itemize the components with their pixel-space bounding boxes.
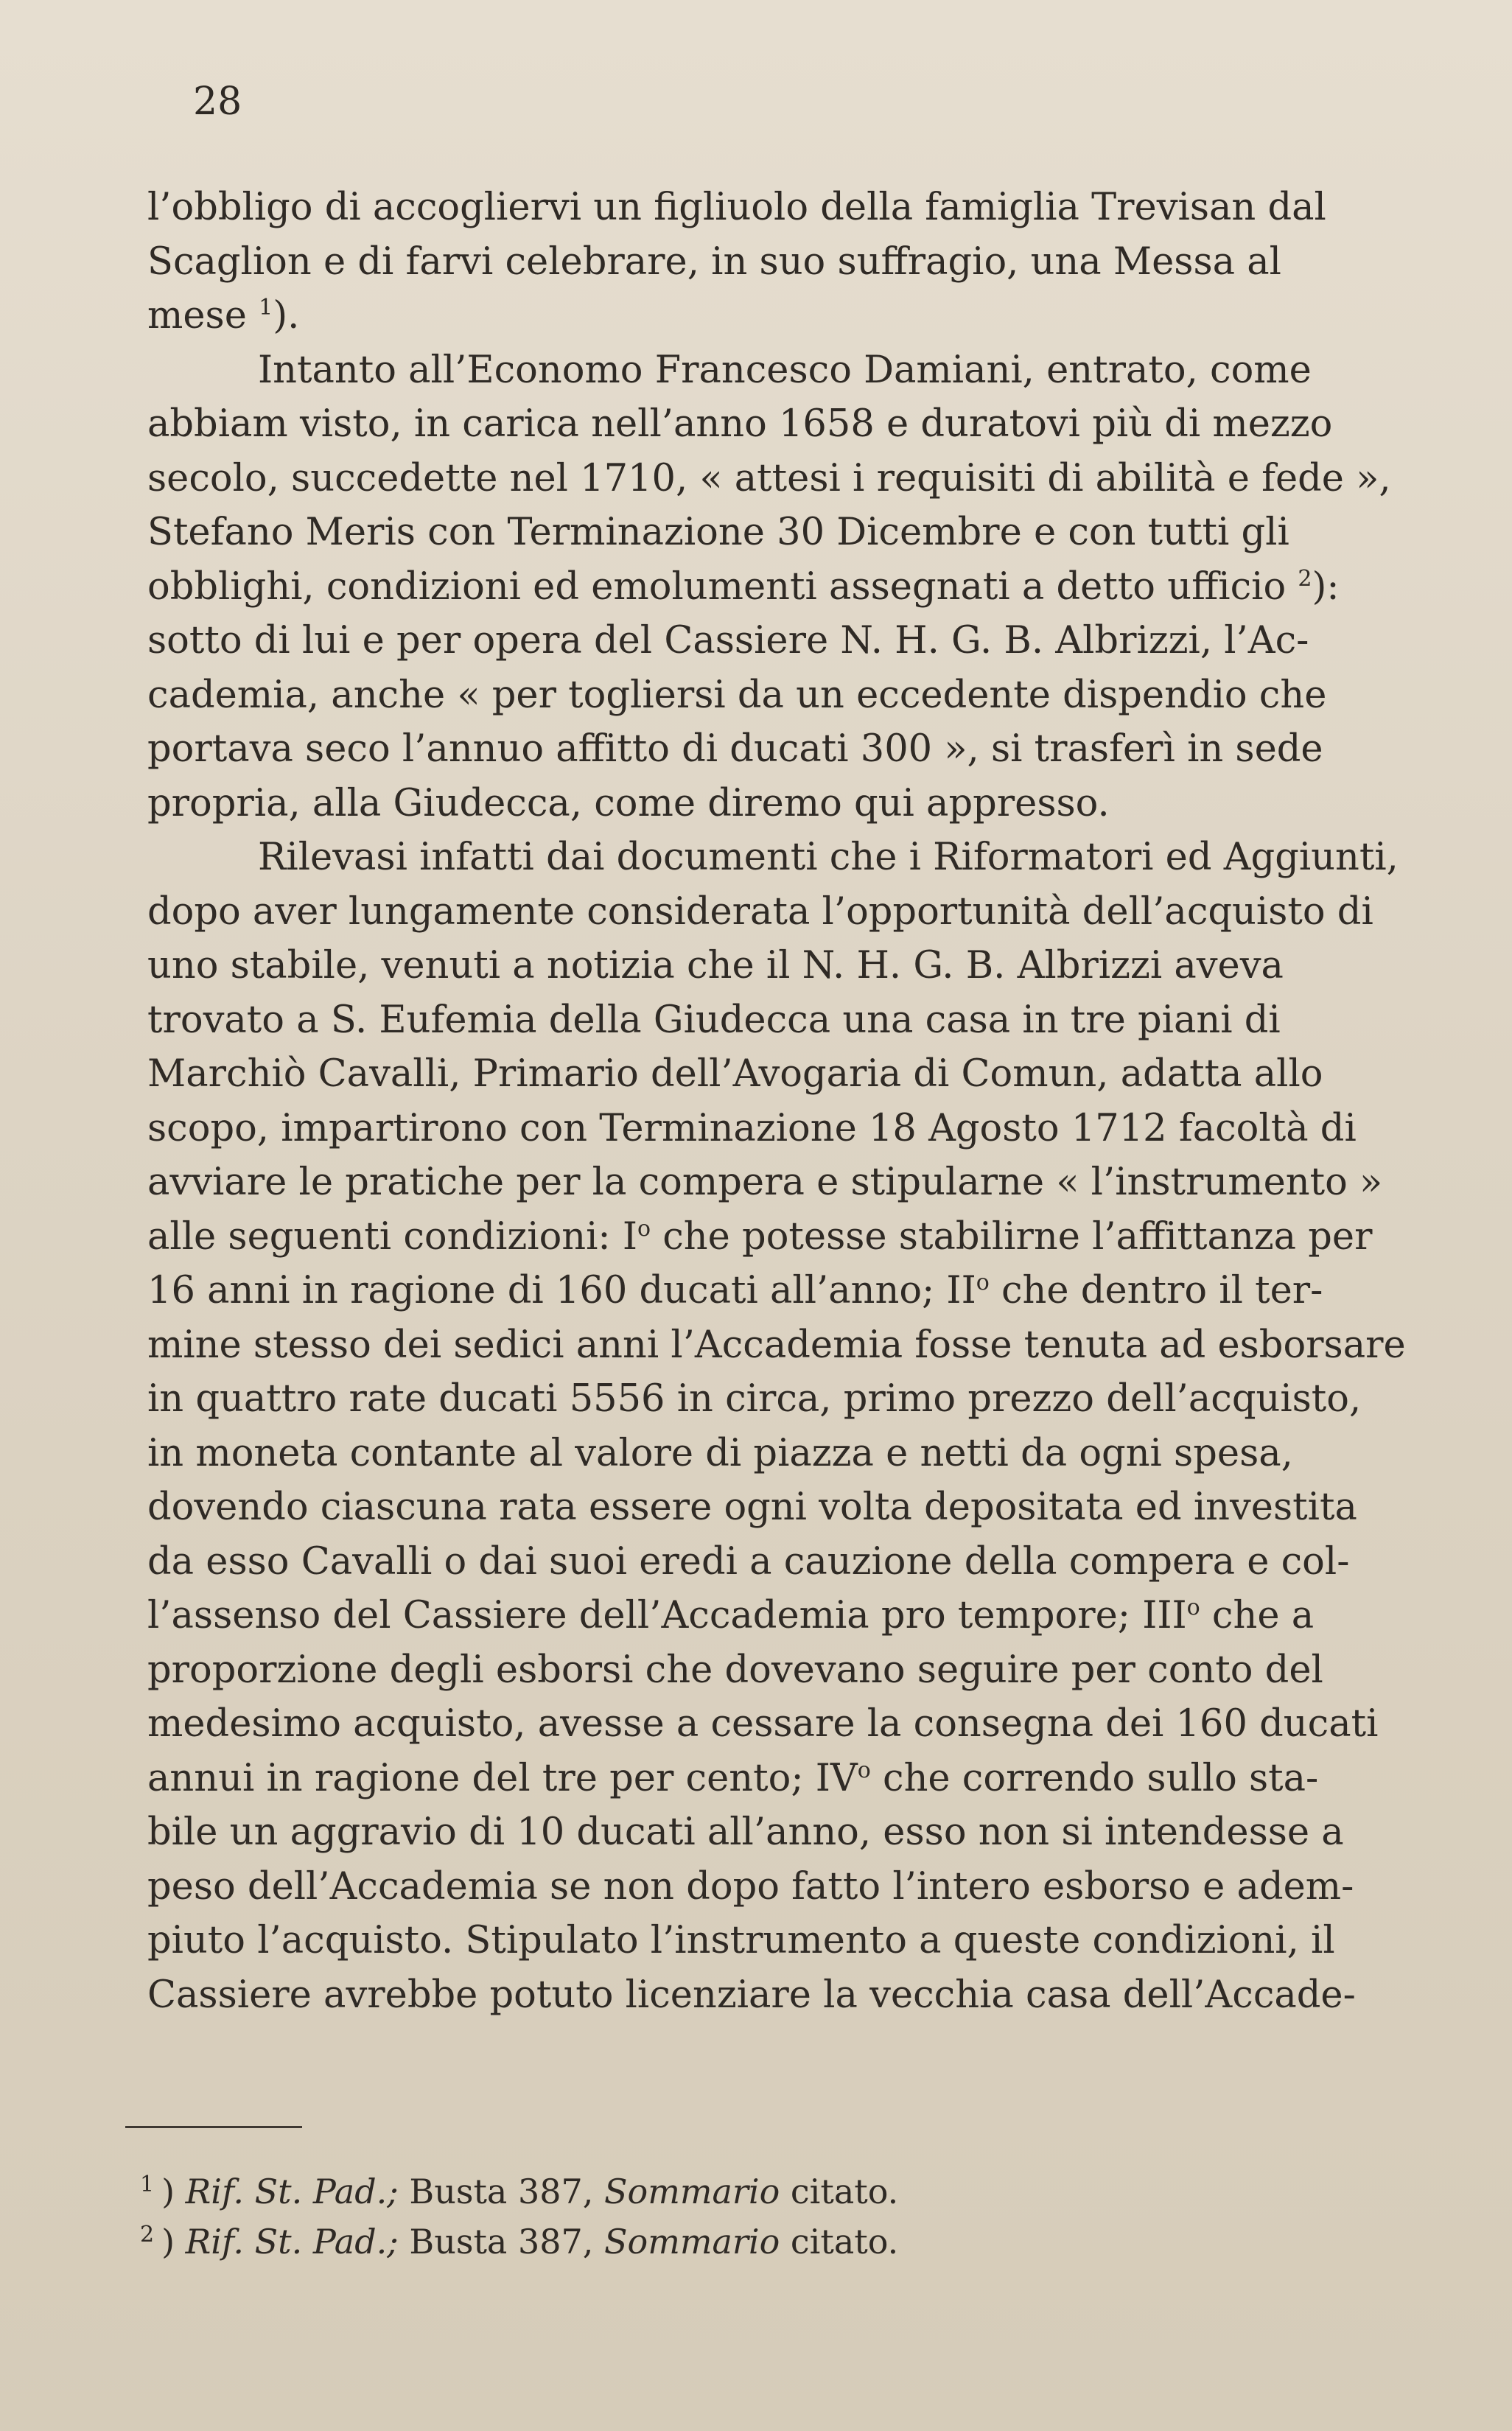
text-line: obblighi, condizioni ed emolumenti assegnati a detto ufficio $^2$): (147, 564, 1340, 609)
footnote: $^2$ ) Rif. St. Pad.; Busta 387, Sommario citato. (140, 2221, 899, 2262)
footnote-ref: 1 (259, 295, 273, 321)
text-line: in moneta contante al valore di piazza e netti da ogni spesa, (147, 1431, 1293, 1475)
text-line: portava seco l’annuo affitto di ducati 300 », si trasferì in sede (147, 727, 1323, 771)
paragraph-start-line: Intanto all’Economo Francesco Damiani, entrato, come (258, 348, 1312, 392)
text-line: mese $^1$). (147, 294, 300, 337)
page-number: 28 (193, 80, 242, 124)
text-line: trovato a S. Eufemia della Giudecca una casa in tre piani di (147, 998, 1281, 1042)
text-line: da esso Cavalli o dai suoi eredi a cauzione della compera e col- (147, 1539, 1350, 1584)
ordinal-mark: o (637, 1215, 651, 1242)
text-line: 16 anni in ragione di 160 ducati all’anno; $II^o$ che dentro il ter- (147, 1269, 1323, 1312)
text-line: Stefano Meris con Terminazione 30 Dicembre e con tutti gli (147, 511, 1289, 554)
text-line: proporzione degli esborsi che dovevano seguire per conto del (147, 1648, 1323, 1692)
footnote-ref: 2 (1298, 565, 1312, 592)
text-line: abbiam visto, in carica nell’anno 1658 e duratovi più di mezzo (147, 402, 1333, 446)
text-line: alle seguenti condizioni: $I^o$ che potesse stabilirne l’affittanza per (147, 1214, 1373, 1259)
footnote-mark: 1 (140, 2171, 155, 2197)
text-line: avviare le pratiche per la compera e stipularne « l’instrumento » (147, 1161, 1383, 1204)
text-line: annui in ragione del tre per cento; $IV^o$ che correndo sullo sta- (147, 1756, 1319, 1800)
ordinal-mark: o (857, 1757, 871, 1783)
text-line: l’assenso del Cassiere dell’Accademia pro tempore; III$^o$ che a (147, 1594, 1315, 1637)
text-line: bile un aggravio di 10 ducati all’anno, esso non si intendesse a (147, 1811, 1344, 1854)
ordinal-mark: o (1186, 1595, 1200, 1620)
text-line: scopo, impartirono con Terminazione 18 Agosto 1712 facoltà di (147, 1106, 1357, 1150)
text-line: secolo, succedette nel 1710, « attesi i requisiti di abilità e fede », (147, 456, 1391, 500)
text-line: dopo aver lungamente considerata l’opportunità dell’acquisto di (147, 889, 1373, 934)
text-line: in quattro rate ducati 5556 in circa, primo prezzo dell’acquisto, (147, 1377, 1362, 1421)
text-line: propria, alla Giudecca, come diremo qui appresso. (147, 781, 1110, 825)
body-text (147, 181, 1452, 2022)
text-line: mine stesso dei sedici anni l’Accademia fosse tenuta ad esborsare (147, 1323, 1406, 1367)
footnote: $^1$ ) Rif. St. Pad.; Busta 387, Sommario citato. (140, 2171, 899, 2211)
text-line: peso dell’Accademia se non dopo fatto l’intero esborso e adem- (147, 1864, 1354, 1909)
footnote-mark: 2 (140, 2221, 155, 2248)
text-line: cademia, anche « per togliersi da un eccedente dispendio che (147, 673, 1327, 717)
ordinal-mark: o (976, 1270, 990, 1295)
text-line: medesimo acquisto, avesse a cessare la consegna dei 160 ducati (147, 1702, 1379, 1746)
text-line: dovendo ciascuna rata essere ogni volta depositata ed investita (147, 1486, 1357, 1529)
text-line: Cassiere avrebbe potuto licenziare la vecchia casa dell’Accade- (147, 1973, 1356, 2017)
text-line: piuto l’acquisto. Stipulato l’instrumento a queste condizioni, il (147, 1919, 1335, 1962)
text-line: Scaglion e di farvi celebrare, in suo suffragio, una Messa al (147, 239, 1281, 284)
text-line: sotto di lui e per opera del Cassiere N. H. G. B. Albrizzi, l’Ac- (147, 619, 1309, 662)
paragraph-start-line: Rilevasi infatti dai documenti che i Riformatori ed Aggiunti, (258, 836, 1399, 879)
footnotes (140, 2166, 1245, 2267)
text-line: l’obbligo di accogliervi un figliuolo della famiglia Trevisan dal (147, 186, 1326, 229)
text-line: uno stabile, venuti a notizia che il N. H. G. B. Albrizzi aveva (147, 944, 1284, 987)
footnote-divider (125, 2126, 302, 2128)
text-line: Marchiò Cavalli, Primario dell’Avogaria di Comun, adatta allo (147, 1052, 1323, 1096)
